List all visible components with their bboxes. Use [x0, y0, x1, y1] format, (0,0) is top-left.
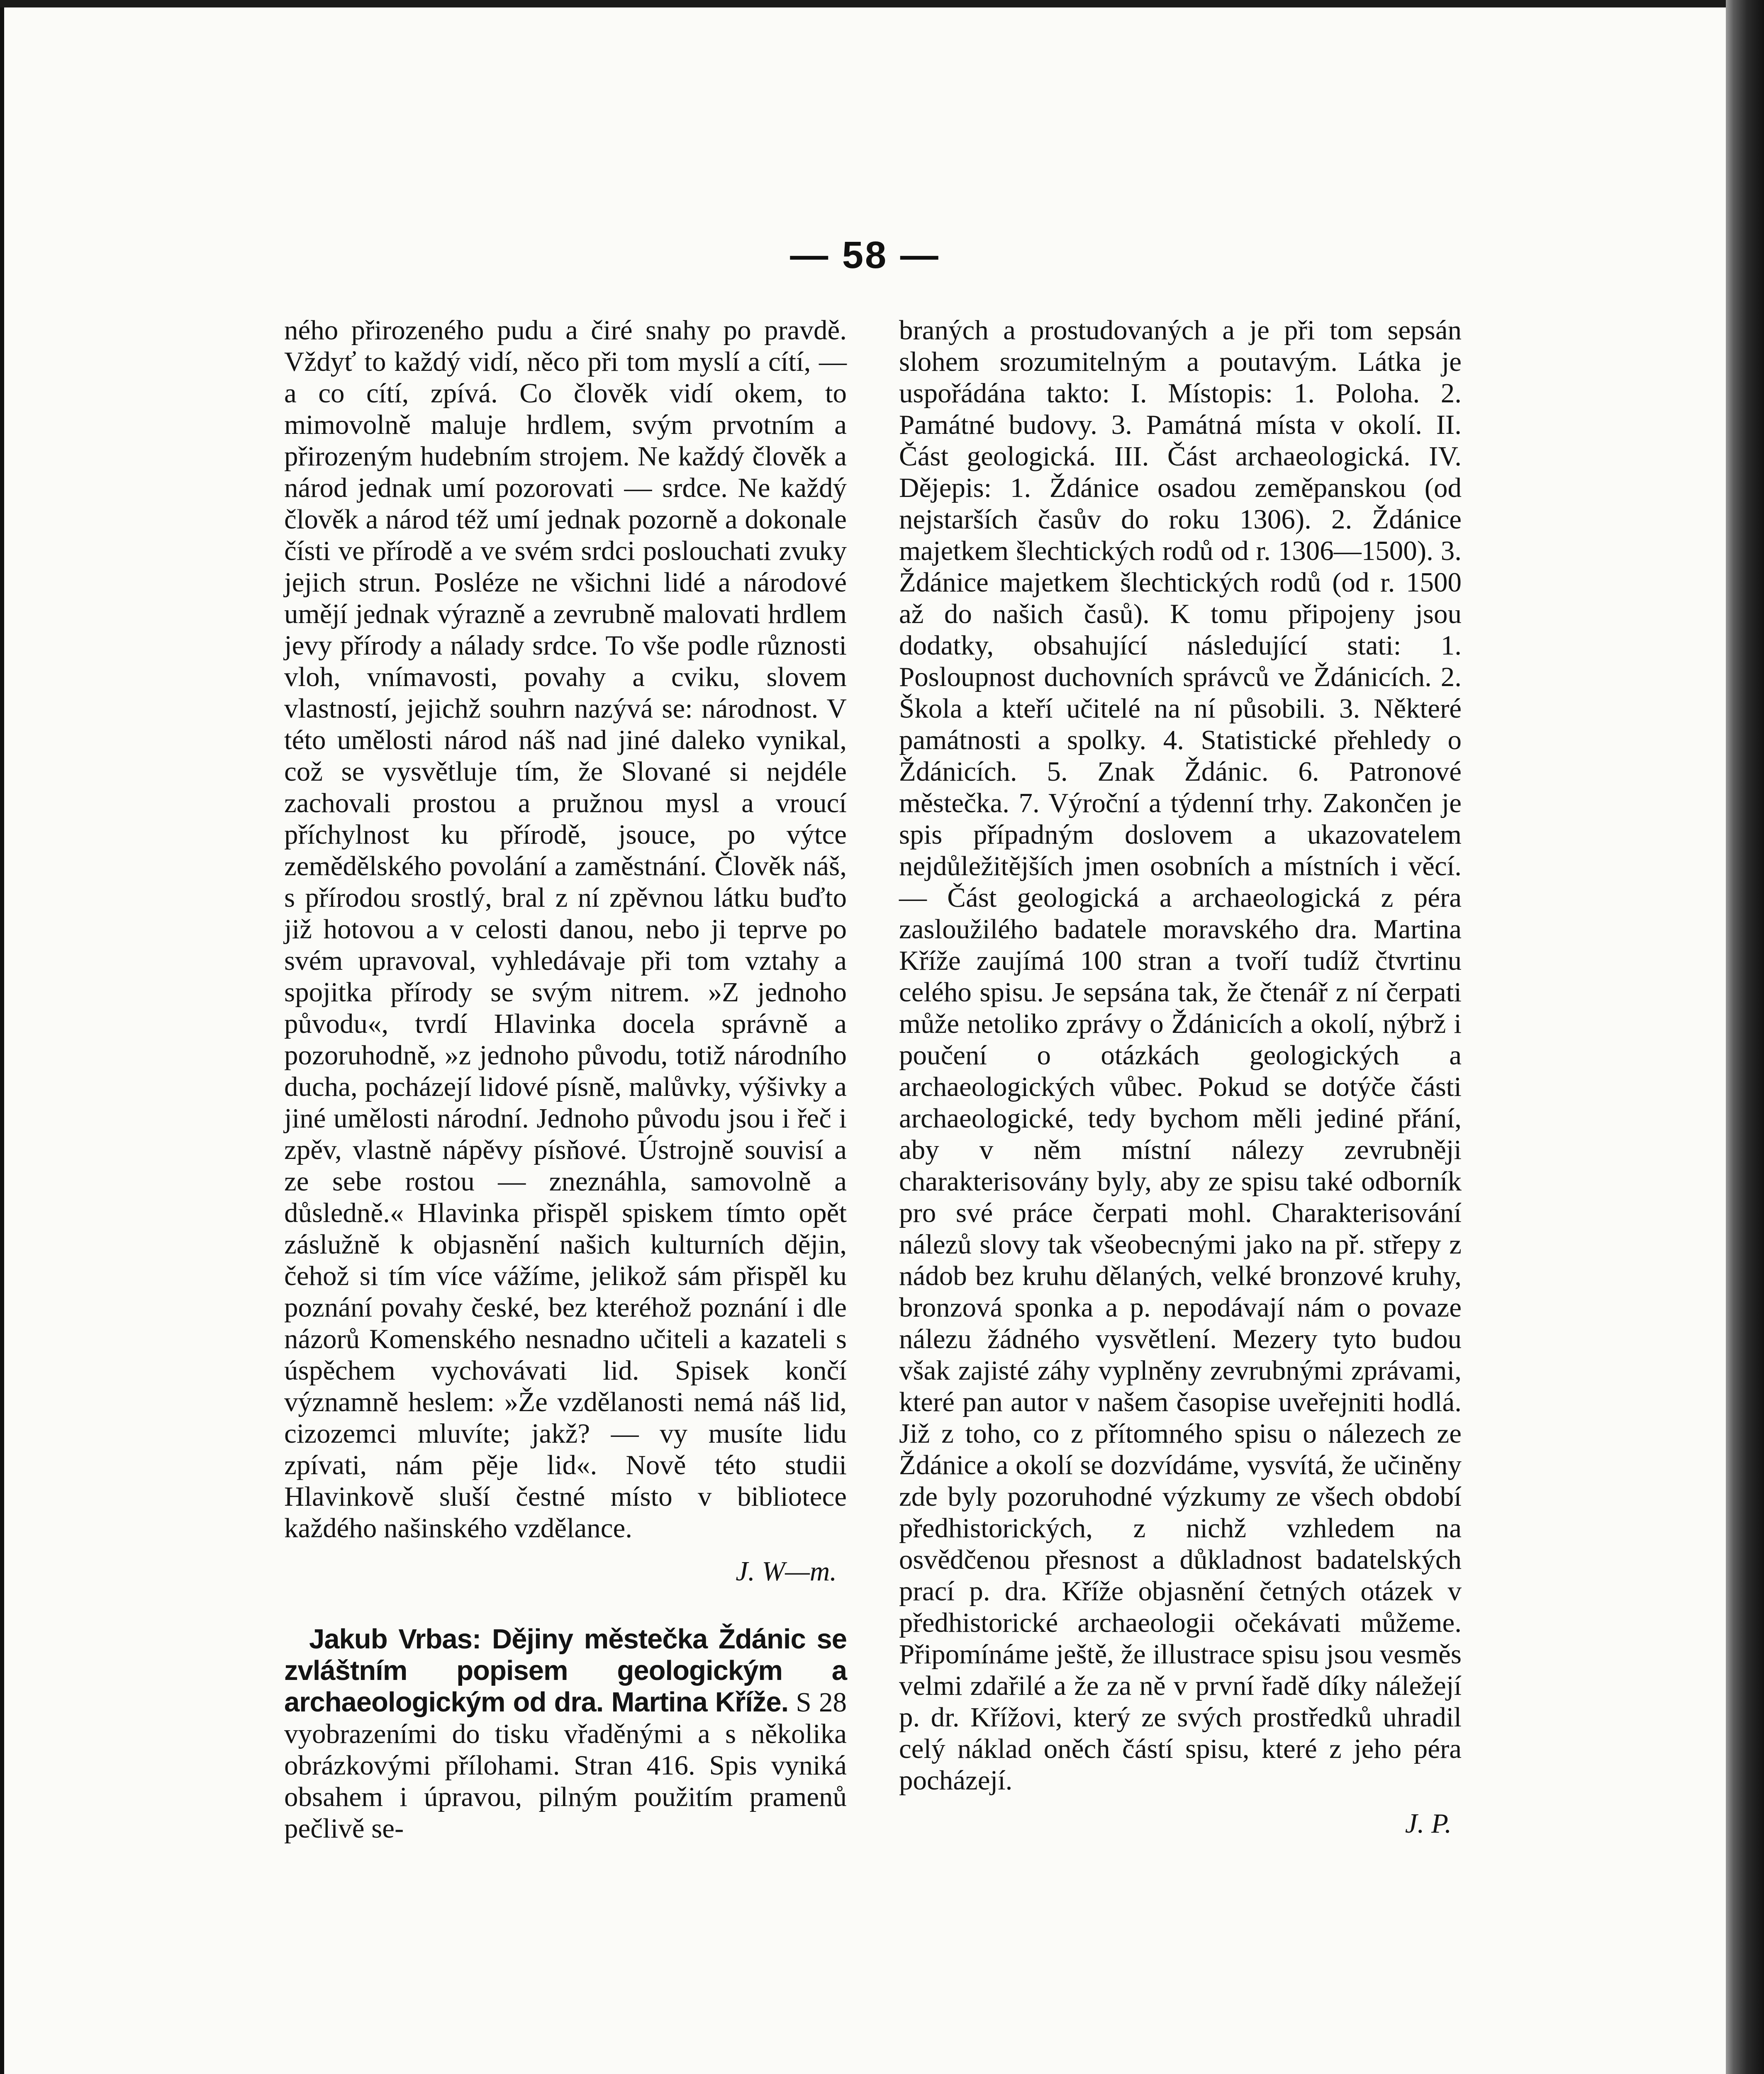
review-1-signature: J. W—m. [736, 1556, 837, 1587]
right-column [899, 314, 1462, 1839]
section-gap [284, 1587, 847, 1624]
review-2-signature: J. P. [1405, 1808, 1452, 1839]
scan-border-left [0, 7, 4, 2074]
left-column [284, 314, 847, 1844]
scan-border-right [1726, 0, 1764, 2074]
page-number: — 58 — [790, 234, 940, 276]
review-2-text-left: S 28 vyobrazeními do tisku vřaděnými a s několika obrázkovými přílohami. Stran 416. Spis vyniká obsahem i úpravou, pilným použitím pramenů pečlivě se- [284, 1687, 847, 1844]
review-2-intro [284, 1624, 847, 1844]
review-1-text: ného přirozeného pudu a čiré snahy po pravdě. Vždyť to každý vidí, něco při tom myslí a cítí, — a co cítí, zpívá. Co člověk vidí okem, to mimovolně maluje hrdlem, svým prvotním a přirozeným hudebním strojem. Ne každý člověk a národ jednak umí pozorovati — srdce. Ne každý člověk a národ též umí jednak pozorně a dokonale čísti ve přírodě a ve svém srdci poslouchati zvuky jejich strun. Posléze ne všichni lidé a národové umějí jednak výrazně a zevrubně malovati hrdlem jevy přírody a nálady srdce. To vše podle různosti vloh, vnímavosti, povahy a cviku, slovem vlastností, jejichž souhrn nazývá se: národnost. V této umělosti národ náš nad jiné daleko vynikal, což se vysvětluje tím, že Slované si nejdéle zachovali prostou a pružnou mysl a vroucí příchylnost ku přírodě, jsouce, po výtce zemědělského povolání a zaměstnání. Člověk náš, s přírodou srostlý, bral z ní zpěvnou látku buďto již hotovou a v celosti danou, nebo ji teprve po svém upravoval, vyhledávaje při tom vztahy a spojitka přírody se svým nitrem. »Z jednoho původu«, tvrdí Hlavinka docela správně a pozoruhodně, »z jednoho původu, totiž národního ducha, pocházejí lidové písně, malůvky, výšivky a jiné umělosti národní. Jednoho původu jsou i řeč i zpěv, vlastně nápěvy písňové. Ústrojně souvisí a ze sebe rostou — zneznáhla, samovolně a důsledně.« Hlavinka přispěl spiskem tímto opět záslužně k objasnění našich kulturních dějin, čehož si tím více vážíme, jelikož sám přispěl ku poznání povahy české, bez kteréhož poznání i dle názorů Komenského nesnadno učiteli a kazateli s úspěchem vychovávati lid. Spisek končí významně heslem: »Že vzdělanosti nemá náš lid, cizozemci mluvíte; jakž? — vy musíte lidu zpívati, nám pěje lid«. Nově této studii Hlavinkově sluší čestné místo v bibliotece každého našinského vzdělance. [284, 315, 847, 1543]
review-2-title: Jakub Vrbas: Dějiny městečka Ždánic se zvláštním popisem geologickým a archaeologickým od dra. Martina Kříže. [284, 1624, 847, 1718]
review-2-text-right: braných a prostudovaných a je při tom sepsán slohem srozumitelným a poutavým. Látka je uspořádána takto: I. Místopis: 1. Poloha. 2. Památné budovy. 3. Památná místa v okolí. II. Část geologická. III. Část archaeologická. IV. Dějepis: 1. Ždánice osadou zeměpanskou (od nejstarších časův do roku 1306). 2. Ždánice majetkem šlechtických rodů od r. 1306—1500). 3. Ždánice majetkem šlechtických rodů (od r. 1500 až do našich časů). K tomu připojeny jsou dodatky, obsahující následující stati: 1. Posloupnost duchovních správců ve Ždánicích. 2. Škola a kteří učitelé na ní působili. 3. Některé památnosti a spolky. 4. Statistické přehledy o Ždánicích. 5. Znak Ždánic. 6. Patronové městečka. 7. Výroční a týdenní trhy. Zakončen je spis případným doslovem a ukazovatelem nejdůležitějších jmen osobních a místních i věcí. — Část geologická a archaeologická z péra zasloužilého badatele moravského dra. Martina Kříže zaujímá 100 stran a tvoří tudíž čtvrtinu celého spisu. Je sepsána tak, že čtenář z ní čerpati může netoliko zprávy o Ždánicích a okolí, nýbrž i poučení o otázkách geologických a archaeologických vůbec. Pokud se dotýče části archaeologické, tedy bychom měli jediné přání, aby v něm místní nálezy zevrubněji charakterisovány byly, aby ze spisu také odborník pro své práce čerpati mohl. Charakterisování nálezů slovy tak všeobecnými jako na př. střepy z nádob bez kruhu dělaných, velké bronzové kruhy, bronzová sponka a p. nepodávají nám o povaze nálezu žádného vysvětlení. Mezery tyto budou však zajisté záhy vyplněny zevrubnými zprávami, které pan autor v našem časopise uveřejniti hodlá. Již z toho, co z přítomného spisu o nálezech ze Ždánice a okolí se dozvídáme, vysvítá, že učiněny zde byly pozoruhodné výzkumy ze všech období předhistorických, z nichž vzhledem na osvědčenou přesnost a důkladnost badatelských prací p. dra. Kříže objasnění četných otázek v předhistorické archaeologii očekávati můžeme. Připomínáme ještě, že illustrace spisu jsou vesměs velmi zdařilé a že za ně v první řadě díky náležejí p. dr. Křížovi, který ze svých prostředků uhradil celý náklad oněch částí spisu, které z jeho péra pocházejí. [899, 315, 1462, 1796]
book-page [4, 7, 1726, 2074]
